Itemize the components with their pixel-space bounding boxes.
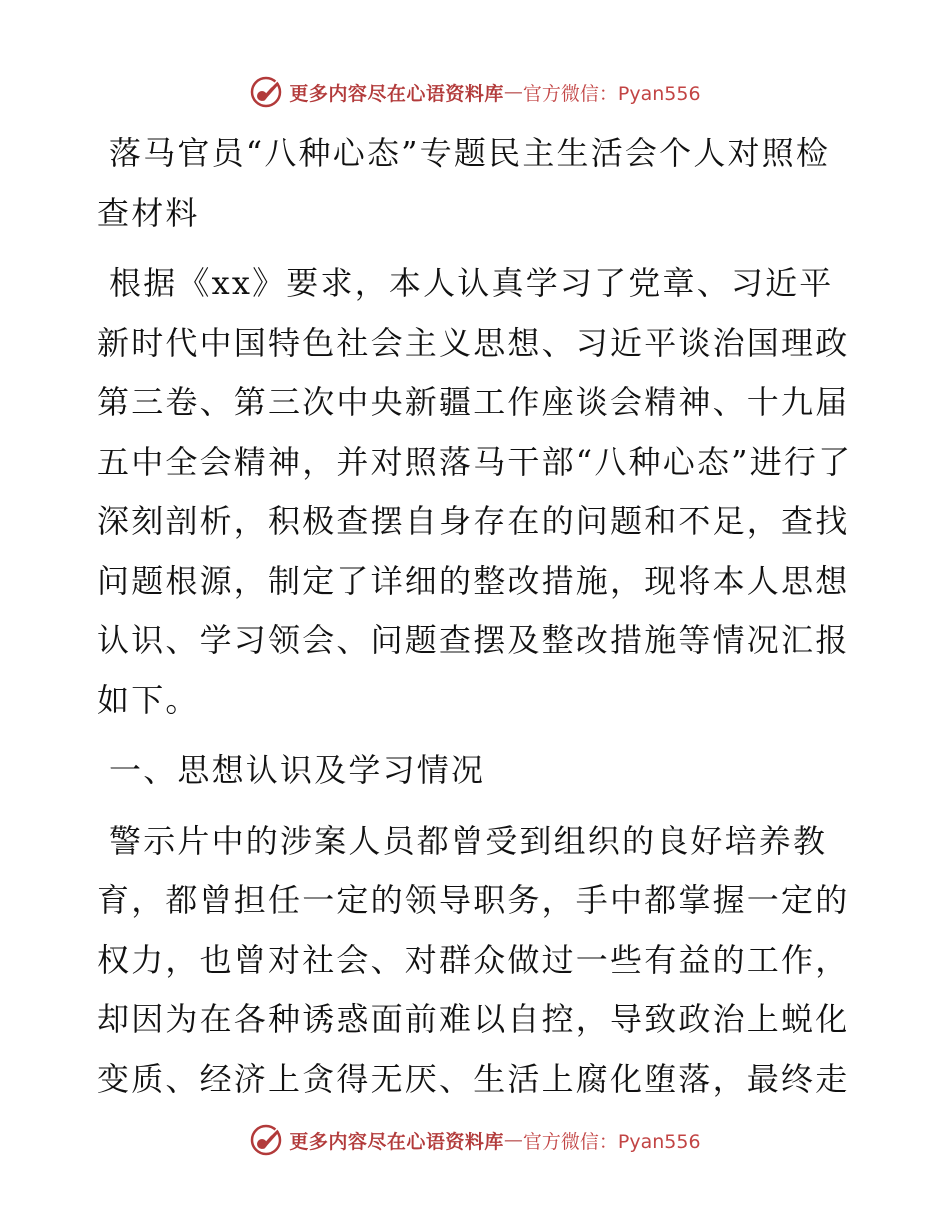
watermark-contact: 官方微信：Pyan556: [522, 1130, 701, 1153]
watermark-banner-top: [0, 72, 950, 112]
section-paragraph: 警示片中的涉案人员都曾受到组织的良好培养教育，都曾担任一定的领导职务，手中都掌握一定的权力，也曾对社会、对群众做过一些有益的工作，却因为在各种诱惑面前难以自控，导致政治上蜕化变质、经济上贪得无厌、生活上腐化堕落，最终走: [97, 821, 850, 1098]
watermark-contact: 官方微信：Pyan556: [522, 82, 701, 105]
document-body: [97, 124, 857, 1120]
quill-logo-icon: [249, 1123, 283, 1157]
document-title: 落马官员“八种心态”专题民主生活会个人对照检查材料: [97, 134, 831, 232]
quill-logo-icon: [249, 75, 283, 109]
section-heading: 一、思想认识及学习情况: [109, 751, 486, 789]
watermark-banner-bottom: [0, 1120, 950, 1160]
watermark-separator: —: [503, 1129, 523, 1151]
watermark-text: 更多内容尽在心语资料库: [289, 1130, 504, 1153]
watermark-separator: —: [503, 81, 523, 103]
body-paragraph: 根据《xx》要求，本人认真学习了党章、习近平新时代中国特色社会主义思想、习近平谈治国理政第三卷、第三次中央新疆工作座谈会精神、十九届五中全会精神，并对照落马干部“八种心态”进行了深刻剖析，积极查摆自身存在的问题和不足，查找问题根源，制定了详细的整改措施，现将本人思想认识、学习领会、问题查摆及整改措施等情况汇报如下。: [97, 264, 853, 719]
watermark-text: 更多内容尽在心语资料库: [289, 82, 504, 105]
